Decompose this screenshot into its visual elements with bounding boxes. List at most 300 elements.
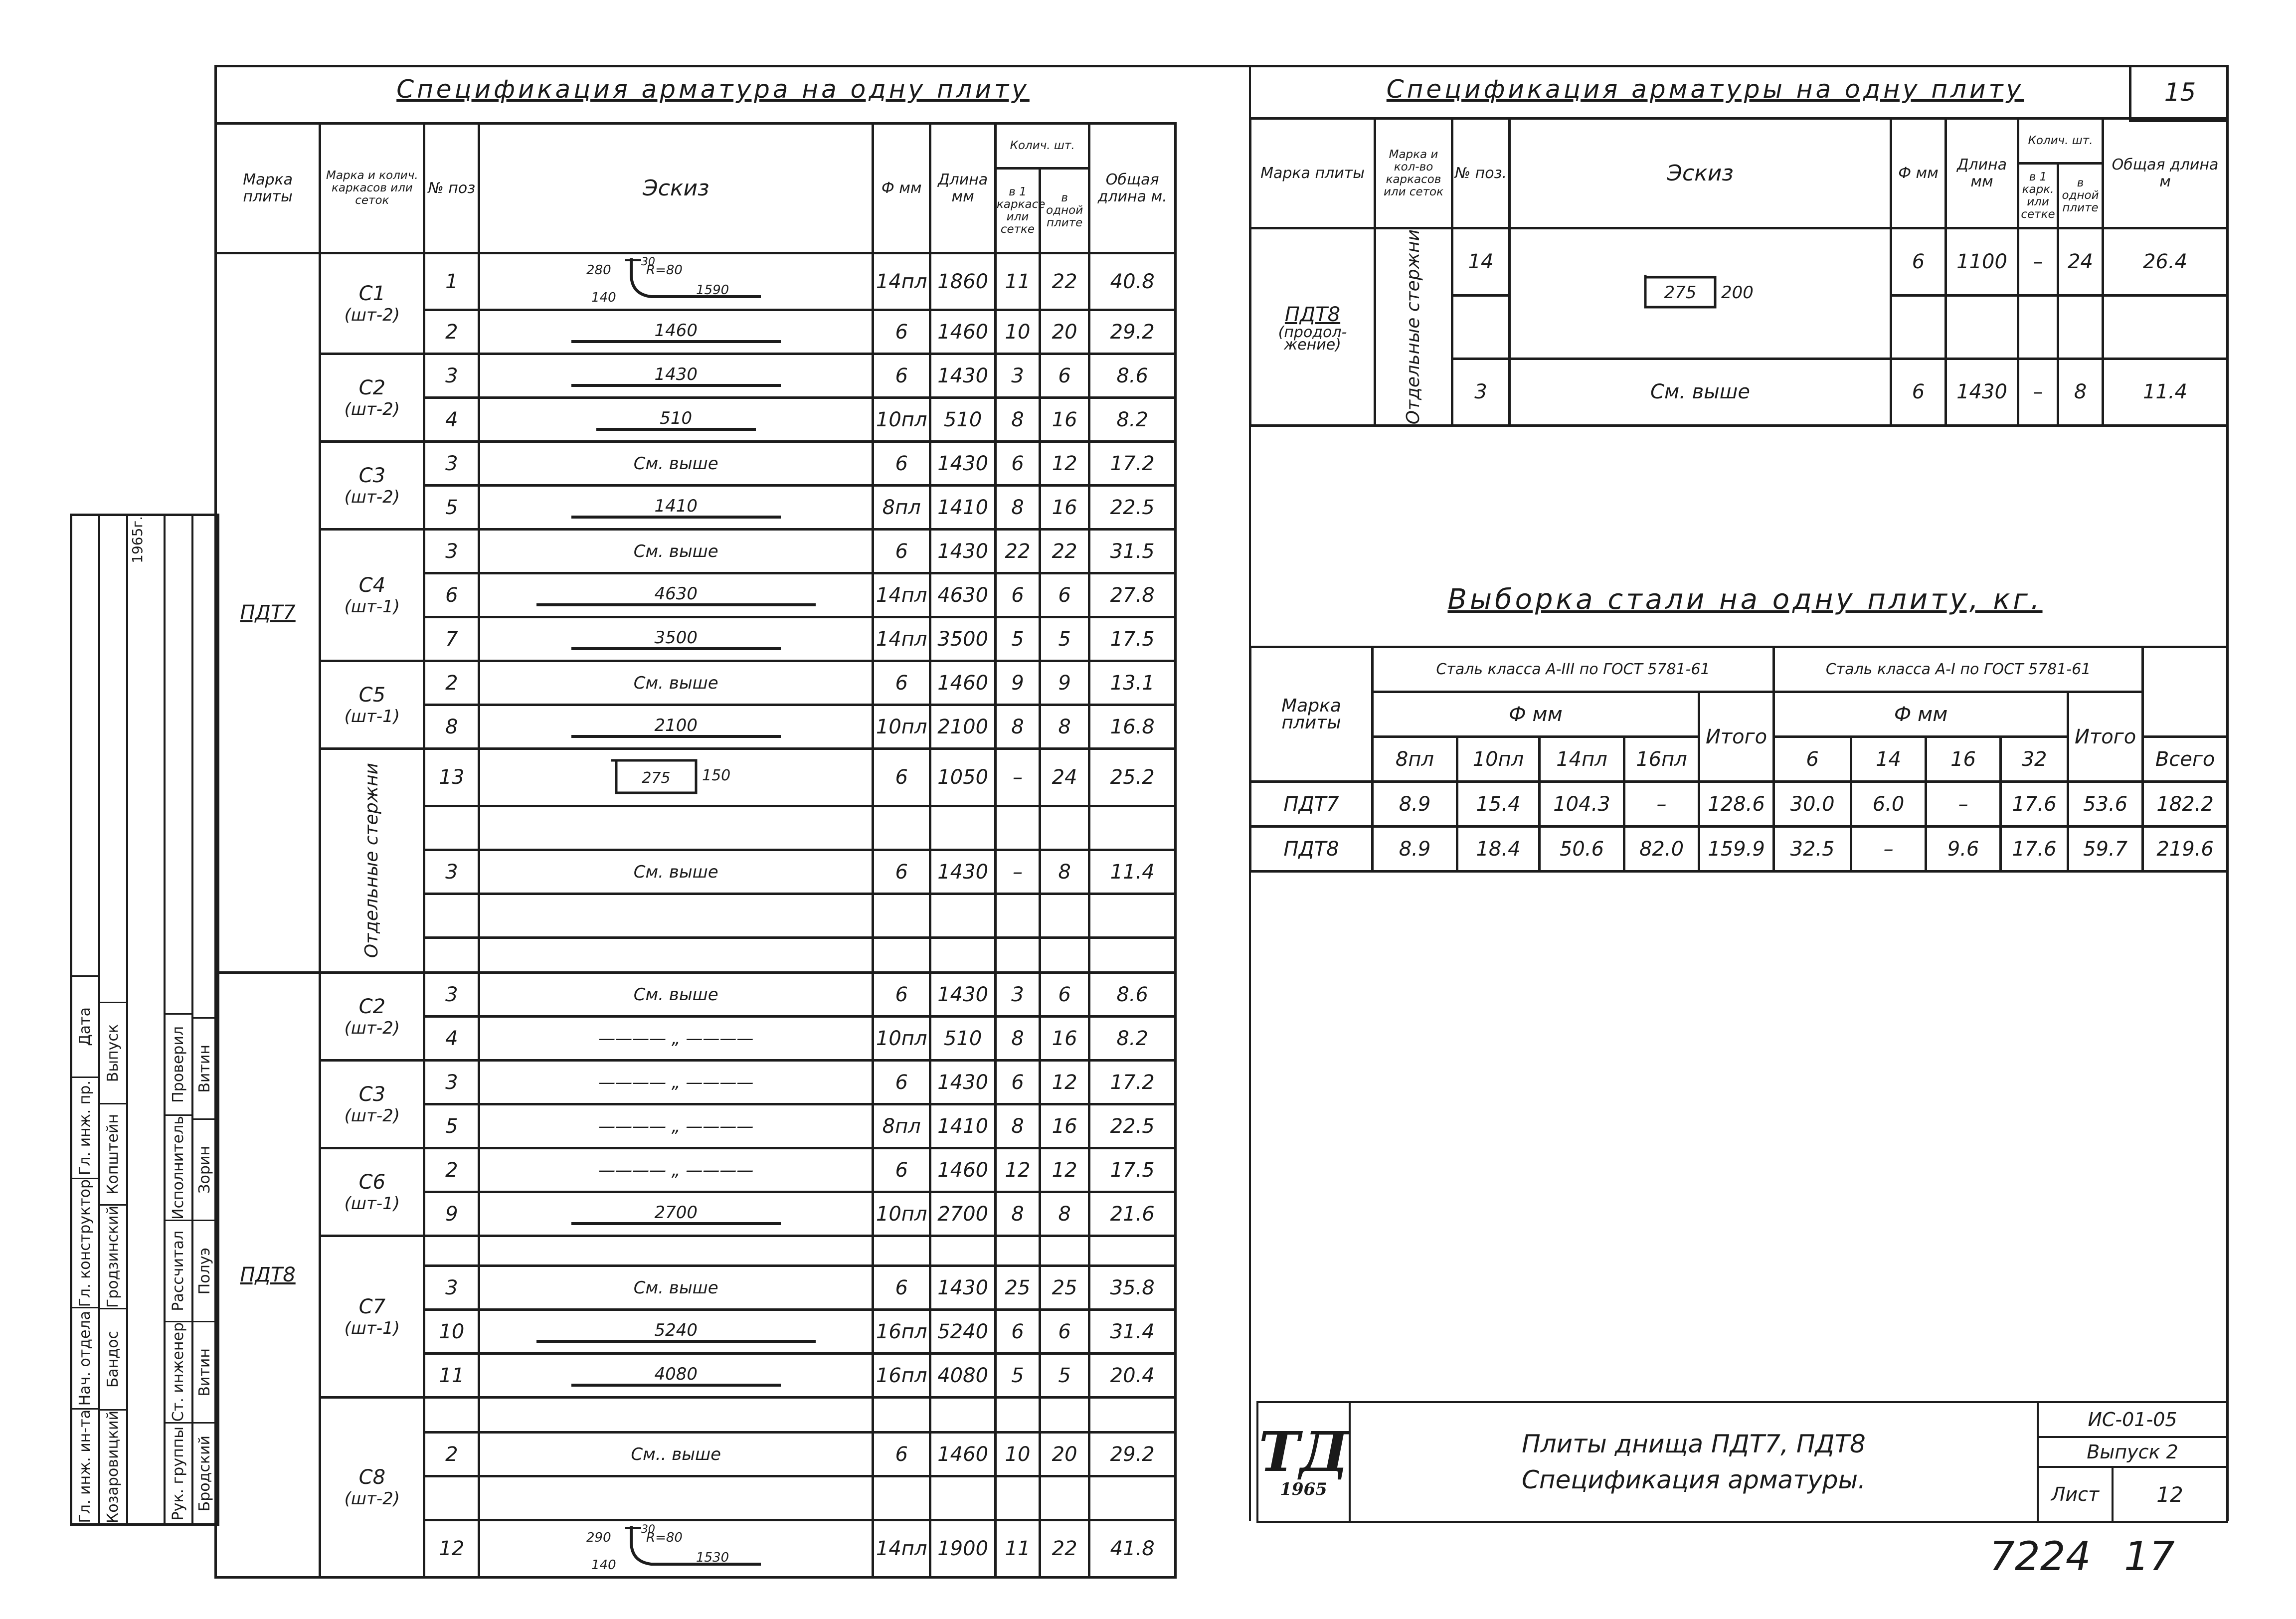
- cell-value: 6: [895, 1158, 908, 1182]
- hooked-bar-icon: [571, 254, 781, 304]
- cell-total: [1089, 310, 1176, 354]
- stamp-name: Копштейн: [104, 1113, 122, 1195]
- cell-value: 6: [1058, 1320, 1071, 1343]
- stamp-name: Выпуск: [104, 1024, 122, 1082]
- sheet-no: 12: [2113, 1467, 2227, 1522]
- cell-total: [1089, 1148, 1176, 1192]
- cage-count: (шт-1): [344, 1318, 400, 1338]
- cell-value: 11: [439, 1364, 465, 1387]
- hdr-mark: Марка плиты: [216, 124, 320, 253]
- stamp-cell: [100, 1204, 126, 1308]
- cell-total: [1089, 1061, 1176, 1104]
- cell-value: 5: [1058, 627, 1071, 651]
- cell-len: [930, 1104, 996, 1148]
- cell-value: 25: [1052, 1276, 1077, 1299]
- cell-value: 16: [1052, 1114, 1077, 1138]
- cell-q2: [1040, 1520, 1089, 1578]
- stamp-name: Козаровицкий: [104, 1410, 122, 1523]
- cell-q2: [1040, 661, 1089, 705]
- cell-value: 8пл: [882, 1114, 921, 1138]
- cell-value: 5: [1011, 627, 1024, 651]
- cell-pos: [424, 486, 479, 530]
- cell-value: 6: [895, 364, 908, 387]
- stamp-role: Рук. группы: [169, 1426, 187, 1521]
- stamp-cell: [166, 1013, 191, 1114]
- cell-q2: [1040, 1104, 1089, 1148]
- cell-sketch: [479, 617, 873, 661]
- cell-value: 11: [1005, 270, 1031, 293]
- cell-len: [930, 398, 996, 442]
- steel-value: 15.4: [1457, 782, 1540, 827]
- cell-q1: [996, 661, 1040, 705]
- steel-title: Выборка стали на одну плиту, кг.: [1447, 583, 2043, 616]
- cell-value: 4080: [937, 1364, 989, 1387]
- cell-q1: [996, 973, 1040, 1017]
- empty-cell: [424, 1236, 479, 1266]
- cell-sketch: [479, 850, 873, 894]
- stamp-name: Полуэ: [196, 1247, 214, 1295]
- steel-value: 59.7: [2068, 827, 2143, 872]
- stamp-cell: [100, 1308, 126, 1409]
- sketch-label: 1430: [571, 365, 781, 387]
- empty-cell: [1089, 1398, 1176, 1433]
- sketch-label: 1460: [571, 321, 781, 343]
- hook-b: R=80: [646, 263, 683, 278]
- cell-dia: [873, 1148, 930, 1192]
- empty-cell: [479, 1398, 873, 1433]
- empty-cell: [873, 1476, 930, 1520]
- empty-cell: [996, 806, 1040, 850]
- cell-len: [930, 1017, 996, 1061]
- hook-d: 140: [591, 1557, 616, 1573]
- cell-value: 10пл: [876, 1202, 927, 1226]
- cell-value: 20: [1052, 1442, 1077, 1466]
- r-len: 1430: [1946, 359, 2018, 426]
- sheet-label: Лист: [2038, 1467, 2113, 1522]
- cell-sketch: [479, 1433, 873, 1476]
- cell-sketch: [479, 486, 873, 530]
- cell-value: 1050: [937, 766, 989, 789]
- empty-cell: [873, 1398, 930, 1433]
- stamp-column: [166, 516, 193, 1523]
- cell-value: 17.2: [1110, 1071, 1155, 1094]
- cell-value: 6: [895, 1071, 908, 1094]
- hdr-total: Общая длина м.: [1089, 124, 1176, 253]
- cell-q1: [996, 1192, 1040, 1236]
- stamp-cell: [193, 1118, 217, 1220]
- stamp-column: [100, 516, 128, 1523]
- cell-value: 11.4: [1110, 860, 1155, 884]
- sketch-label: ———— „ ————: [598, 1028, 754, 1049]
- cell-value: 16пл: [876, 1320, 927, 1343]
- cell-value: 17.5: [1110, 1158, 1155, 1182]
- table-row: [216, 530, 1176, 573]
- footer-page: 17: [2124, 1533, 2175, 1580]
- steel-col: 16: [1926, 737, 2001, 782]
- cell-value: 1410: [937, 1114, 989, 1138]
- cell-sketch: [479, 253, 873, 310]
- cell-sketch: [479, 1148, 873, 1192]
- steel-row: [1250, 782, 2228, 827]
- cell-value: 5: [1058, 1364, 1071, 1387]
- cell-len: [930, 705, 996, 749]
- r-dia: 6: [1891, 228, 1946, 296]
- stamp-cell: [72, 1307, 98, 1408]
- rect-a: 275: [642, 769, 671, 787]
- cell-value: 9: [445, 1202, 458, 1226]
- r-total: 26.4: [2103, 228, 2228, 296]
- steel-value: 18.4: [1457, 827, 1540, 872]
- cage-cell: [320, 1061, 424, 1148]
- cell-value: 4: [445, 1027, 458, 1050]
- cage-count: (шт-2): [344, 1018, 400, 1038]
- empty-cell: [424, 938, 479, 973]
- steel-hdr-mark: Марка плиты: [1250, 647, 1373, 782]
- cell-value: 6: [1011, 1071, 1024, 1094]
- empty-cell: [479, 806, 873, 850]
- cage-count: (шт-2): [344, 1489, 400, 1509]
- empty-cell: [479, 1476, 873, 1520]
- cell-total: [1089, 661, 1176, 705]
- slab-mark: ПДТ7: [240, 601, 296, 624]
- sketch-label: См. выше: [633, 984, 718, 1005]
- logo-year: 1965: [1280, 1479, 1327, 1499]
- cell-value: 3: [445, 364, 458, 387]
- cell-value: 8: [1058, 860, 1071, 884]
- cell-q2: [1040, 1354, 1089, 1398]
- slab-mark: ПДТ8: [240, 1263, 296, 1286]
- cell-value: 29.2: [1110, 1442, 1155, 1466]
- stamp-cell: [166, 1422, 191, 1523]
- cell-q2: [1040, 442, 1089, 486]
- cell-sketch: [479, 442, 873, 486]
- cell-q2: [1040, 354, 1089, 398]
- cell-dia: [873, 1104, 930, 1148]
- cell-total: [1089, 530, 1176, 573]
- cell-q1: [996, 1310, 1040, 1354]
- steel-value: 17.6: [2001, 782, 2068, 827]
- cell-total: [1089, 573, 1176, 617]
- cell-dia: [873, 661, 930, 705]
- stamp-cell: [166, 1321, 191, 1422]
- stamp-role: Гл. конструктор: [76, 1179, 94, 1307]
- empty-cell: [930, 894, 996, 938]
- cell-value: 3: [445, 1276, 458, 1299]
- cell-pos: [424, 1266, 479, 1310]
- cell-value: 2: [445, 320, 458, 344]
- cage-cell: [320, 253, 424, 354]
- cell-len: [930, 310, 996, 354]
- cell-q1: [996, 530, 1040, 573]
- steel-value: –: [1851, 827, 1926, 872]
- cage-count: (шт-2): [344, 1105, 400, 1126]
- hook-c: 30: [641, 1523, 655, 1536]
- rect-b: 150: [702, 766, 730, 784]
- cell-value: 8.6: [1116, 364, 1148, 387]
- r-hdr-cage: Марка и кол-во каркасов или сеток: [1375, 119, 1452, 228]
- cell-value: 17.2: [1110, 452, 1155, 475]
- cell-total: [1089, 442, 1176, 486]
- steel-value: 159.9: [1699, 827, 1774, 872]
- r-pos: 3: [1452, 359, 1510, 426]
- stamp-cell: [72, 1408, 98, 1523]
- r-cage: Отдельные стержни: [1403, 229, 1423, 425]
- sketch-label: 510: [596, 409, 756, 431]
- cell-pos: [424, 1148, 479, 1192]
- cell-pos: [424, 1433, 479, 1476]
- cell-value: 29.2: [1110, 320, 1155, 344]
- cell-value: 1410: [937, 496, 989, 519]
- empty-cell: [1089, 938, 1176, 973]
- r-q2: 24: [2058, 228, 2103, 296]
- stamp-cell: [166, 1220, 191, 1321]
- cell-value: 2: [445, 1158, 458, 1182]
- cell-value: 6: [895, 1442, 908, 1466]
- cell-value: 1460: [937, 320, 989, 344]
- table-row: [216, 1061, 1176, 1104]
- cell-total: [1089, 1310, 1176, 1354]
- cell-dia: [873, 749, 930, 806]
- empty-cell: [1040, 1476, 1089, 1520]
- cell-pos: [424, 617, 479, 661]
- r-total: 11.4: [2103, 359, 2228, 426]
- cell-q1: [996, 442, 1040, 486]
- cell-len: [930, 573, 996, 617]
- steel-value: 8.9: [1373, 827, 1457, 872]
- r-hdr-pos: № поз.: [1452, 119, 1510, 228]
- hook-b: R=80: [646, 1530, 683, 1545]
- steel-value: –: [1926, 782, 2001, 827]
- cell-sketch: [479, 1354, 873, 1398]
- cell-q1: [996, 1433, 1040, 1476]
- cell-q1: [996, 705, 1040, 749]
- cell-dia: [873, 1520, 930, 1578]
- cage-count: (шт-1): [344, 706, 400, 726]
- cell-value: 40.8: [1110, 270, 1155, 293]
- cell-value: 16пл: [876, 1364, 927, 1387]
- cell-pos: [424, 973, 479, 1017]
- stamp-role: Исполнитель: [169, 1116, 187, 1220]
- title-line2: Спецификация арматуры.: [1521, 1465, 1866, 1494]
- cell-pos: [424, 354, 479, 398]
- sketch-label: 1410: [571, 497, 781, 519]
- cage-cell: [320, 530, 424, 661]
- stamp-name: Гродзинский: [104, 1205, 122, 1308]
- stamp-cell: [72, 1178, 98, 1307]
- stamp-cell: [193, 1220, 217, 1321]
- cell-dia: [873, 1266, 930, 1310]
- empty-cell: [873, 1236, 930, 1266]
- cell-value: 2100: [937, 715, 989, 738]
- cell-len: [930, 1520, 996, 1578]
- r-len: 1100: [1946, 228, 2018, 296]
- stamp-column: [193, 516, 217, 1523]
- cell-pos: [424, 573, 479, 617]
- cell-value: 8.6: [1116, 983, 1148, 1006]
- cage-name: С4: [358, 573, 386, 597]
- cell-q2: [1040, 705, 1089, 749]
- sketch-label: См. выше: [633, 541, 718, 561]
- cell-pos: [424, 1192, 479, 1236]
- sketch-label: 4630: [536, 584, 816, 606]
- stamp-cell: [193, 1422, 217, 1523]
- cage-cell: [320, 749, 424, 973]
- cell-value: 6: [895, 540, 908, 563]
- cell-value: 6: [445, 583, 458, 607]
- empty-cell: [873, 938, 930, 973]
- cell-value: 14пл: [876, 270, 927, 293]
- cell-pos: [424, 253, 479, 310]
- cage-name: С3: [358, 1082, 386, 1106]
- cell-value: 8: [1058, 1202, 1071, 1226]
- empty-cell: [1040, 806, 1089, 850]
- cell-value: 22: [1052, 540, 1077, 563]
- cell-q2: [1040, 1310, 1089, 1354]
- cell-pos: [424, 1017, 479, 1061]
- cell-q2: [1040, 398, 1089, 442]
- cell-total: [1089, 749, 1176, 806]
- cage-count: (шт-2): [344, 399, 400, 419]
- r-hdr-dia: Ф мм: [1891, 119, 1946, 228]
- steel-col: 14: [1851, 737, 1926, 782]
- steel-value: 50.6: [1540, 827, 1624, 872]
- cell-dia: [873, 1061, 930, 1104]
- cage-cell: [320, 442, 424, 530]
- empty-cell: [930, 938, 996, 973]
- cell-len: [930, 354, 996, 398]
- cell-value: 8.2: [1116, 1027, 1148, 1050]
- cell-value: 16: [1052, 496, 1077, 519]
- cell-q1: [996, 749, 1040, 806]
- cell-value: 16: [1052, 1027, 1077, 1050]
- cell-value: 31.4: [1110, 1320, 1155, 1343]
- cell-len: [930, 530, 996, 573]
- cell-q1: [996, 1061, 1040, 1104]
- stamp-role: Гл. инж. пр.: [76, 1080, 94, 1175]
- cell-total: [1089, 850, 1176, 894]
- mark-cell: [216, 973, 320, 1578]
- title-text-cell: [1350, 1402, 2038, 1522]
- empty-cell: [1040, 1236, 1089, 1266]
- empty-cell: [479, 1236, 873, 1266]
- cell-dia: [873, 1192, 930, 1236]
- rect-b: 200: [1721, 283, 1754, 303]
- cell-dia: [873, 1017, 930, 1061]
- cell-len: [930, 1310, 996, 1354]
- cell-value: –: [1012, 860, 1023, 884]
- cell-len: [930, 1354, 996, 1398]
- cell-len: [930, 749, 996, 806]
- cell-value: 1430: [937, 452, 989, 475]
- table-row: [216, 1398, 1176, 1433]
- sketch-label: ———— „ ————: [598, 1116, 754, 1136]
- cell-value: 6: [1058, 583, 1071, 607]
- cell-value: 24: [1052, 766, 1077, 789]
- cage-name: Отдельные стержни: [361, 763, 382, 958]
- stamp-name: Витин: [196, 1348, 214, 1397]
- cell-pos: [424, 1104, 479, 1148]
- cage-count: (шт-2): [344, 305, 400, 325]
- cell-sketch: [479, 310, 873, 354]
- cell-q1: [996, 617, 1040, 661]
- cell-value: 6: [895, 1276, 908, 1299]
- empty-cell: [1040, 894, 1089, 938]
- left-spec-table: [214, 122, 1177, 1579]
- r-sketch: См. выше: [1510, 359, 1891, 426]
- stamp-role: Ст. инженер: [169, 1322, 187, 1422]
- sketch-label: 2700: [571, 1203, 781, 1225]
- empty-cell: [1089, 894, 1176, 938]
- issue: Выпуск 2: [2038, 1437, 2227, 1467]
- stamp-role: Гл. инж. ин-та: [76, 1410, 94, 1523]
- steel-mark: ПДТ8: [1250, 827, 1373, 872]
- cell-value: 6: [1011, 1320, 1024, 1343]
- hook-a: 280: [586, 263, 611, 278]
- cell-dia: [873, 1310, 930, 1354]
- cell-value: 12: [1052, 1158, 1077, 1182]
- cell-value: 3: [445, 860, 458, 884]
- right-spec-title: Спецификация арматуры на одну плиту: [1386, 75, 2024, 104]
- r-hdr-qty: Колич. шт.: [2018, 119, 2103, 164]
- cell-dia: [873, 310, 930, 354]
- empty-cell: [1040, 1398, 1089, 1433]
- steel-value: 9.6: [1926, 827, 2001, 872]
- cell-value: 5: [1011, 1364, 1024, 1387]
- mark-cell: [216, 253, 320, 973]
- cell-q1: [996, 310, 1040, 354]
- cell-total: [1089, 253, 1176, 310]
- cell-value: 14пл: [876, 583, 927, 607]
- cage-name: С6: [358, 1170, 386, 1194]
- steel-dia-a3: Ф мм: [1373, 692, 1699, 737]
- stamp-column: [128, 516, 166, 1523]
- sheet-number: 15: [2129, 65, 2229, 122]
- cell-value: 10: [1005, 1442, 1031, 1466]
- cell-value: 2: [445, 1442, 458, 1466]
- cell-pos: [424, 398, 479, 442]
- cell-value: 6: [895, 766, 908, 789]
- doc-code: ИС-01-05: [2038, 1402, 2227, 1437]
- cell-sketch: [479, 354, 873, 398]
- cell-value: 14пл: [876, 627, 927, 651]
- td-logo: ТД: [1258, 1420, 1349, 1484]
- steel-hdr-a1: Сталь класса А-I по ГОСТ 5781-61: [1774, 647, 2143, 692]
- cell-q1: [996, 398, 1040, 442]
- cell-value: 3: [445, 540, 458, 563]
- cage-cell: [320, 1398, 424, 1578]
- left-spec-title: Спецификация арматура на одну плиту: [396, 75, 1030, 104]
- r-hdr-sketch: Эскиз: [1510, 119, 1891, 228]
- cell-sketch: [479, 398, 873, 442]
- stamp-cell: [72, 1077, 98, 1178]
- hdr-cage: Марка и колич. каркасов или сеток: [320, 124, 424, 253]
- cell-value: 20: [1052, 320, 1077, 344]
- cell-value: 22.5: [1110, 496, 1155, 519]
- cell-pos: [424, 850, 479, 894]
- cell-q1: [996, 253, 1040, 310]
- empty-cell: [873, 894, 930, 938]
- table-row: [216, 661, 1176, 705]
- cell-value: 9: [1011, 671, 1024, 695]
- empty-cell: [424, 806, 479, 850]
- cell-len: [930, 661, 996, 705]
- cell-q1: [996, 486, 1040, 530]
- empty-cell: [996, 1236, 1040, 1266]
- cell-len: [930, 253, 996, 310]
- cage-count: (шт-1): [344, 1193, 400, 1214]
- cell-dia: [873, 253, 930, 310]
- cell-value: 25.2: [1110, 766, 1155, 789]
